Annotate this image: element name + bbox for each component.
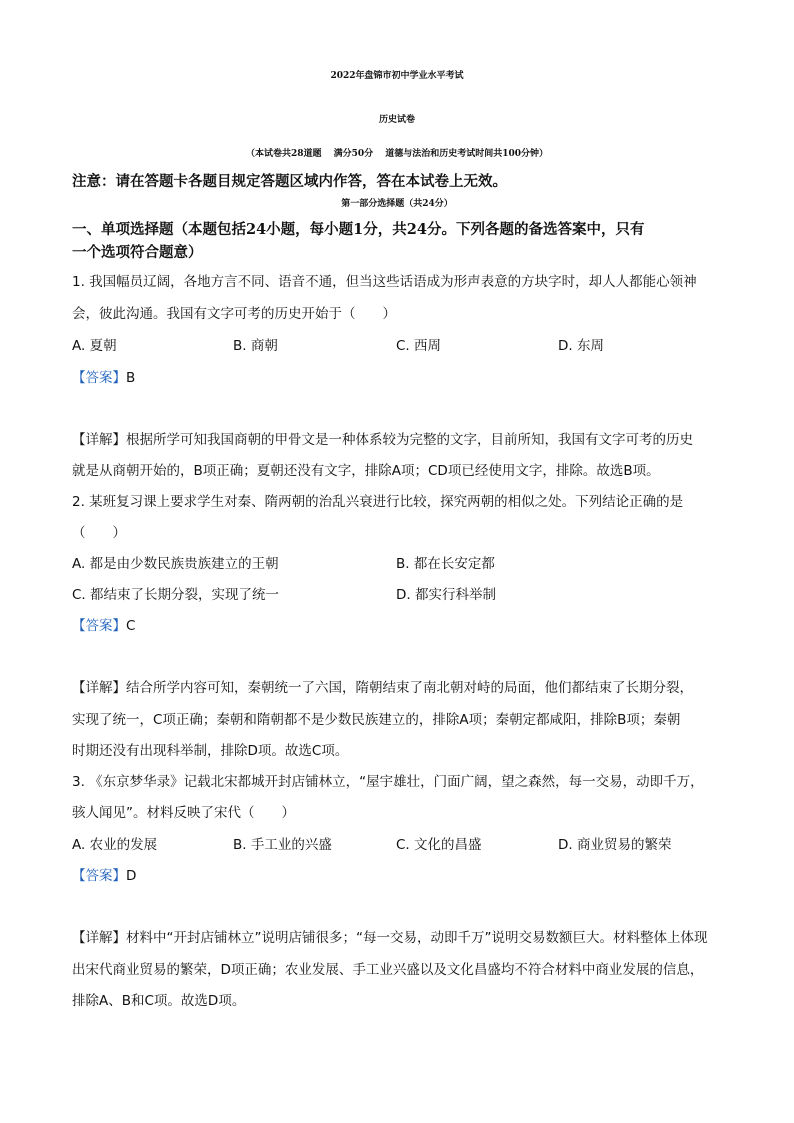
question-2-detail-line3: 时期还没有出现科举制，排除D项。故选C项。	[72, 743, 349, 759]
question-3-answer	[72, 866, 136, 886]
question-2-line2: （ ）	[72, 525, 126, 541]
detail-text: 材料中“开封店铺林立”说明店铺很多；“每一交易，动即千万”说明交易数额巨大。材料整体上体现	[126, 930, 708, 946]
question-2-answer	[72, 616, 135, 636]
section-heading-line2: 一个选项符合题意）	[72, 244, 203, 261]
question-1-option-c: C. 西周	[396, 338, 442, 354]
detail-tag: 【详解】	[72, 930, 126, 946]
answer-tag: 【答案】	[72, 370, 126, 386]
detail-tag: 【详解】	[72, 680, 126, 696]
answer-value: C	[126, 618, 136, 634]
question-1-option-a: A. 夏朝	[72, 338, 117, 354]
question-2-line1: 2. 某班复习课上要求学生对秦、隋两朝的治乱兴衰进行比较，探究两朝的相似之处。下列结论正确的是	[72, 494, 684, 510]
question-1-detail-line2: 就是从商朝开始的，B项正确；夏朝还没有文字，排除A项；CD项已经使用文字，排除。故选B项。	[72, 463, 660, 479]
question-3-detail-line3: 排除A、B和C项。故选D项。	[72, 993, 246, 1009]
question-1-answer	[72, 368, 135, 388]
exam-notice: 注意：请在答题卡各题目规定答题区域内作答，答在本试卷上无效。	[72, 173, 507, 190]
answer-value: D	[126, 868, 137, 884]
question-3-option-b: B. 手工业的兴盛	[233, 837, 332, 853]
exam-subtitle: 历史试卷	[378, 115, 415, 125]
question-2-option-a: A. 都是由少数民族贵族建立的王朝	[72, 556, 279, 572]
detail-tag: 【详解】	[72, 432, 126, 448]
question-3-option-a: A. 农业的发展	[72, 837, 158, 853]
section-heading-line1: 一、单项选择题（本题包括24小题，每小题1分，共24分。下列各题的备选答案中，只有	[72, 221, 645, 238]
question-2-option-d: D. 都实行科举制	[396, 587, 496, 603]
question-3-detail-line2: 出宋代商业贸易的繁荣，D项正确；农业发展、手工业兴盛以及文化昌盛均不符合材料中商业发展的信息，	[72, 962, 704, 978]
exam-title: 2022年盘锦市初中学业水平考试	[330, 71, 464, 81]
question-3-line1: 3. 《东京梦华录》记载北宋都城开封店铺林立，“屋宇雄壮，门面广阔，望之森然，每一交易，动即千万，	[72, 774, 704, 790]
answer-value: B	[126, 370, 136, 386]
question-3-line2: 骇人闻见”。材料反映了宋代（ ）	[72, 805, 295, 821]
question-1-line2: 会，彼此沟通。我国有文字可考的历史开始于（ ）	[72, 306, 396, 322]
question-3-detail-line1	[72, 928, 707, 948]
answer-tag: 【答案】	[72, 618, 126, 634]
detail-text: 根据所学可知我国商朝的甲骨文是一种体系较为完整的文字，目前所知，我国有文字可考的历史	[126, 432, 693, 448]
question-2-option-c: C. 都结束了长期分裂，实现了统一	[72, 587, 280, 603]
answer-tag: 【答案】	[72, 868, 126, 884]
exam-info: （本试卷共28道题 满分50分 道德与法治和历史考试时间共100分钟）	[245, 149, 549, 159]
question-1-option-b: B. 商朝	[233, 338, 278, 354]
detail-text: 结合所学内容可知，秦朝统一了六国，隋朝结束了南北朝对峙的局面，他们都结束了长期分裂，	[126, 680, 693, 696]
question-1-line1: 1. 我国幅员辽阔，各地方言不同、语音不通，但当这些话语成为形声表意的方块字时，却人人都能心领神	[72, 274, 697, 290]
question-3-option-c: C. 文化的昌盛	[396, 837, 482, 853]
question-3-option-d: D. 商业贸易的繁荣	[558, 837, 672, 853]
question-2-detail-line1	[72, 678, 693, 698]
part-heading: 第一部分选择题（共24分）	[341, 199, 453, 209]
question-2-option-b: B. 都在长安定都	[396, 556, 495, 572]
question-1-option-d: D. 东周	[558, 338, 604, 354]
question-1-detail-line1	[72, 430, 693, 450]
question-2-detail-line2: 实现了统一，C项正确；秦朝和隋朝都不是少数民族建立的，排除A项；秦朝定都咸阳，排除B项；秦朝	[72, 712, 681, 728]
